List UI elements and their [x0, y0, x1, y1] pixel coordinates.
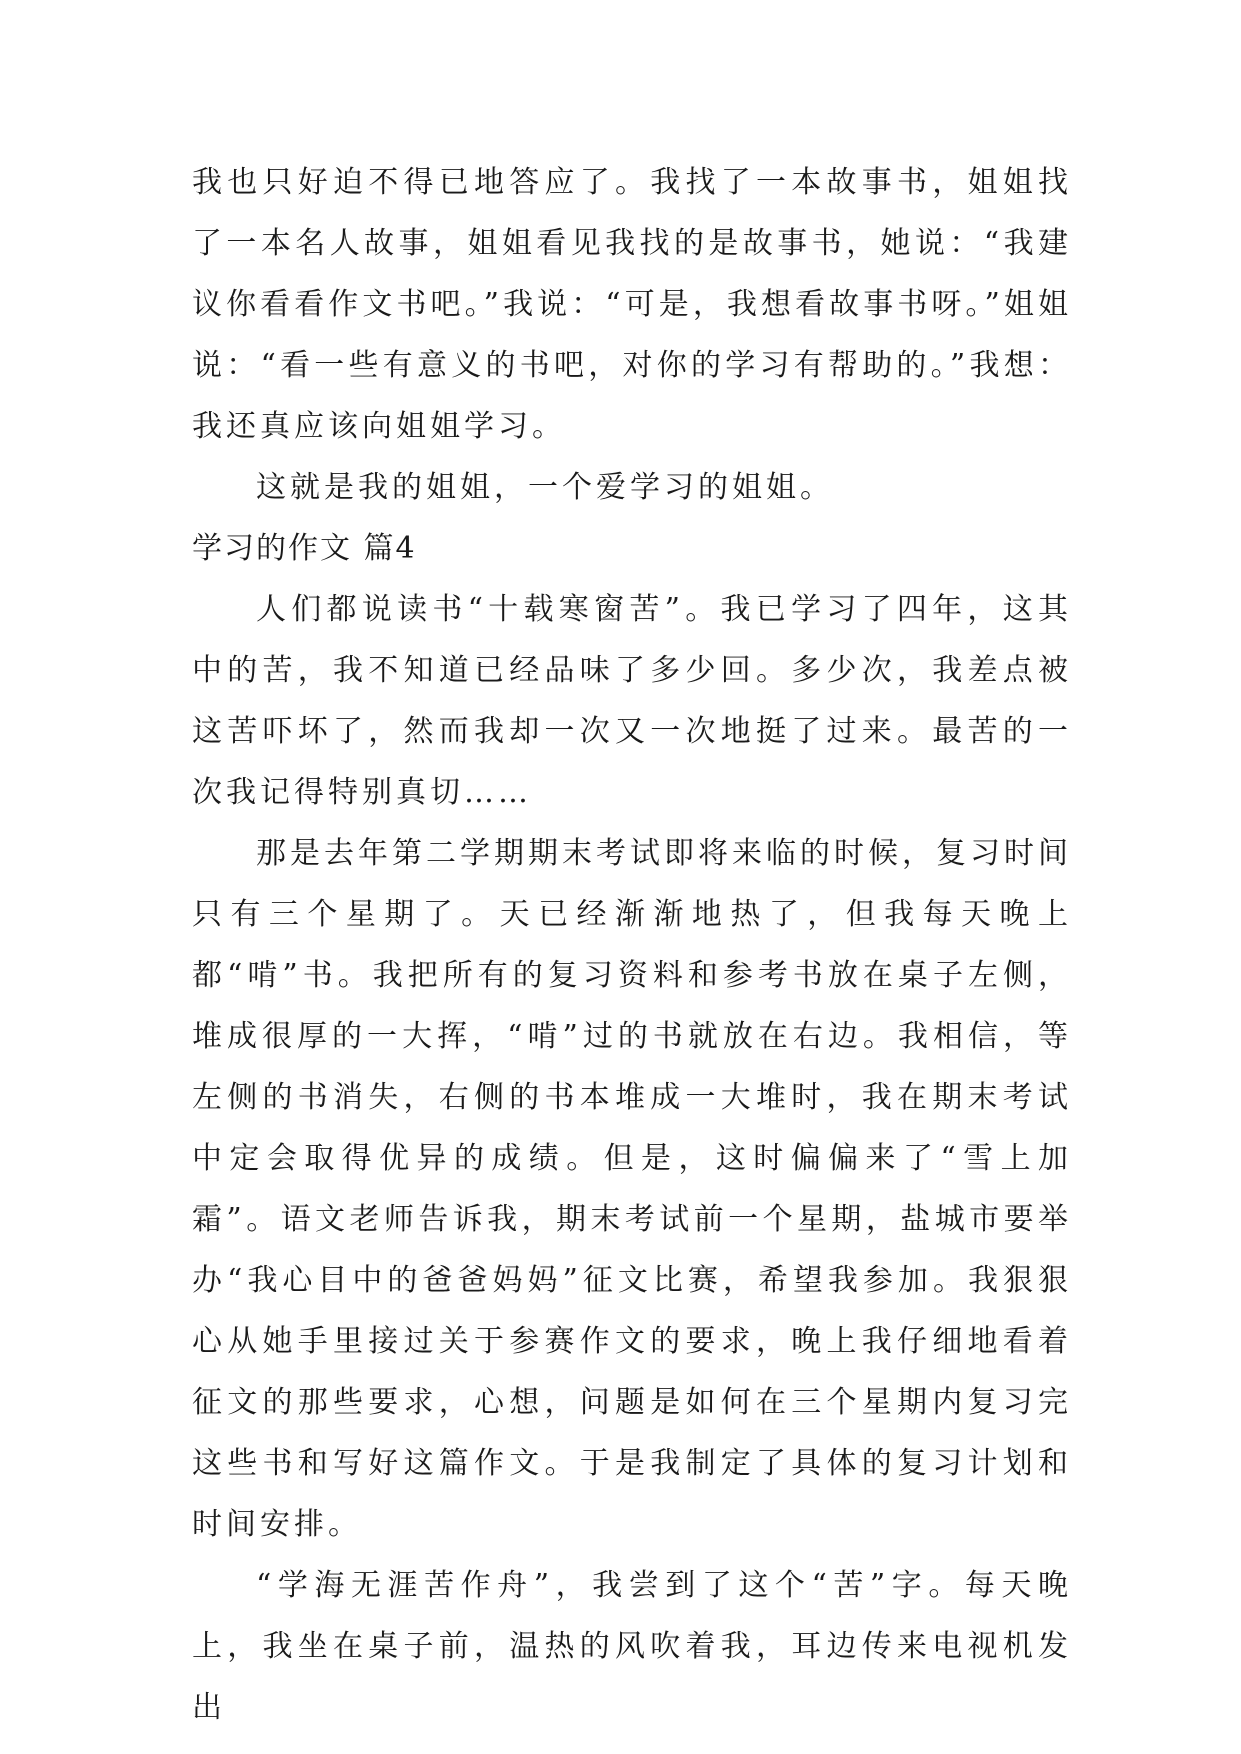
- paragraph-continuation: 我也只好迫不得已地答应了。我找了一本故事书，姐姐找了一本名人故事，姐姐看见我找的是故事书，她说：“我建议你看看作文书吧。”我说：“可是，我想看故事书呀。”姐姐说：“看一些有意义的书吧，对你的学习有帮助的。”我想：我还真应该向姐姐学习。: [192, 165, 1072, 444]
- document-body: [192, 152, 1072, 1738]
- section-heading: 学习的作文 篇4: [192, 531, 417, 566]
- paragraph-hardship: “学海无涯苦作舟”，我尝到了这个“苦”字。每天晚上，我坐在桌子前，温热的风吹着我，耳边传来电视机发出: [192, 1568, 1072, 1725]
- paragraph-intro: 人们都说读书“十载寒窗苦”。我已学习了四年，这其中的苦，我不知道已经品味了多少回。多少次，我差点被这苦吓坏了，然而我却一次又一次地挺了过来。最苦的一次我记得特别真切……: [192, 592, 1072, 810]
- paragraph-sister-summary: 这就是我的姐姐，一个爱学习的姐姐。: [256, 470, 834, 505]
- paragraph-exam-story: 那是去年第二学期期末考试即将来临的时候，复习时间只有三个星期了。天已经渐渐地热了，但我每天晚上都“啃”书。我把所有的复习资料和参考书放在桌子左侧，堆成很厚的一大挥，“啃”过的书就放在右边。我相信，等左侧的书消失，右侧的书本堆成一大堆时，我在期末考试中定会取得优异的成绩。但是，这时偏偏来了“雪上加霜”。语文老师告诉我，期末考试前一个星期，盐城市要举办“我心目中的爸爸妈妈”征文比赛，希望我参加。我狠狠心从她手里接过关于参赛作文的要求，晚上我仔细地看着征文的那些要求，心想，问题是如何在三个星期内复习完这些书和写好这篇作文。于是我制定了具体的复习计划和时间安排。: [192, 836, 1072, 1542]
